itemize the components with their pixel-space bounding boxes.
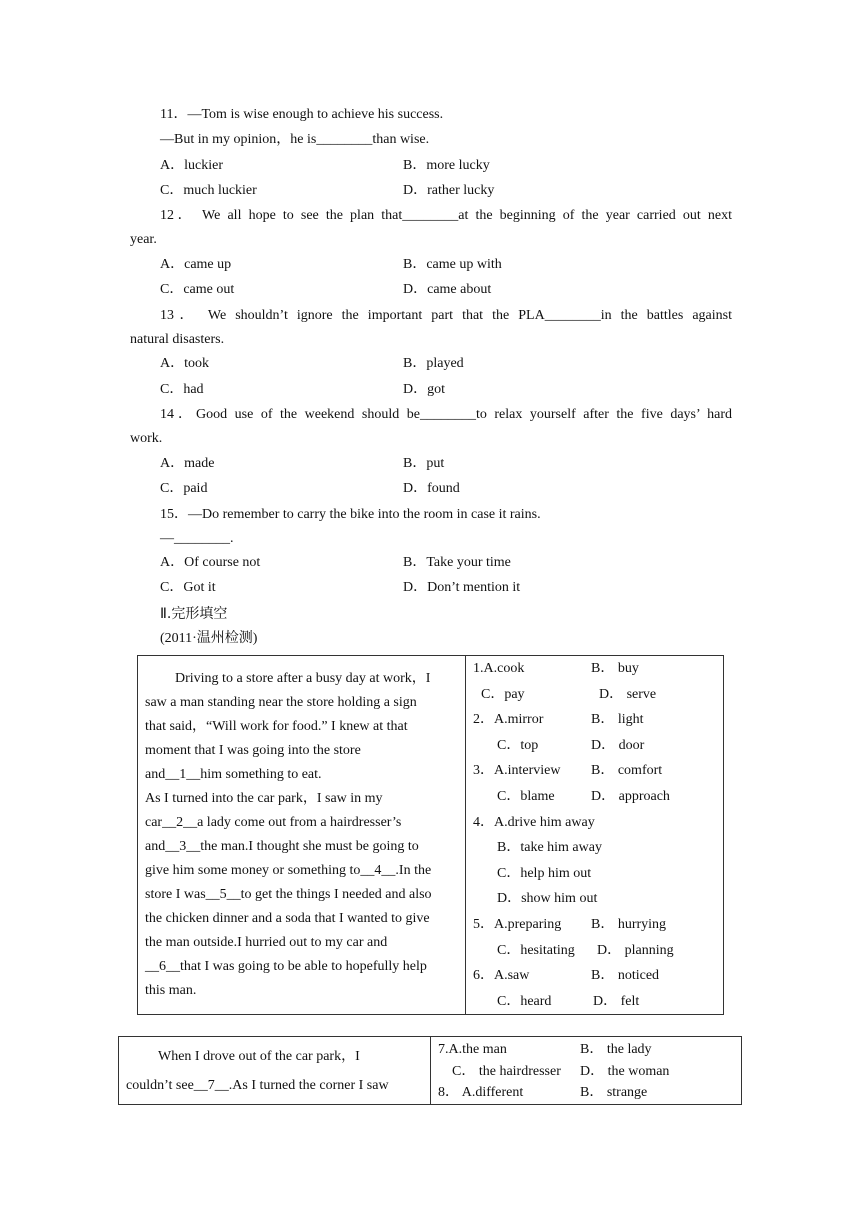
option-right: D． felt (593, 993, 640, 1009)
passage-line: the chicken dinner and a soda that I wanted to give (145, 911, 430, 926)
question-12-stem (130, 207, 732, 249)
question-12-stem-line-2: year. (130, 232, 157, 247)
option-left: 6．A.saw (473, 968, 530, 984)
section-title: Ⅱ.完形填空 (160, 606, 228, 622)
passage-line: saw a man standing near the store holding a sign (145, 695, 417, 710)
question-15-stem-line-2: —________. (160, 531, 234, 546)
option-row (473, 784, 723, 810)
passage-line: and__3__the man.I thought she must be going to (145, 839, 419, 854)
question-15-option-d: D．Don’t mention it (403, 580, 521, 595)
option-right: B． strange (580, 1085, 648, 1100)
question-12-option-d: D．came about (403, 282, 492, 297)
option-row (473, 861, 723, 887)
option-left: 3．A.interview (473, 763, 561, 779)
option-right: D． serve (599, 686, 657, 702)
question-15-option-a: A．Of course not (160, 555, 261, 570)
option-right: B． buy (591, 661, 639, 676)
option-left: C．help him out (497, 865, 592, 881)
section-source: (2011·温州检测) (160, 631, 258, 646)
question-13-stem-line-2: natural disasters. (130, 332, 225, 347)
option-left: C．heard (497, 993, 552, 1009)
question-14-stem-line-2: work. (130, 431, 163, 446)
option-row (438, 1061, 741, 1083)
option-row (473, 707, 723, 733)
passage-line: car__2__a lady come out from a hairdresser’s (145, 815, 402, 830)
option-left: 7.A.the man (438, 1042, 507, 1057)
passage-line: As I turned into the car park，I saw in my (145, 791, 383, 806)
option-row (473, 989, 723, 1015)
option-left: C． the hairdresser (452, 1063, 561, 1079)
option-left: 1.A.cook (473, 661, 525, 676)
question-14-stem-line-1: 14．Good use of the weekend should be________to relax yourself after the five days’ hard (160, 407, 732, 422)
option-row (473, 963, 723, 989)
question-11-option-a: A．luckier (160, 158, 223, 173)
cloze-options-cell-2 (431, 1037, 742, 1105)
option-left: C．blame (497, 788, 555, 804)
question-14-option-d: D．found (403, 481, 460, 496)
question-15-option-b: B．Take your time (403, 555, 511, 570)
passage-line: Driving to a store after a busy day at work，I (175, 671, 431, 686)
question-14-option-c: C．paid (160, 481, 208, 496)
option-row (473, 938, 723, 964)
passage-line: moment that I was going into the store (145, 743, 361, 758)
cloze-options-cell (466, 656, 724, 1015)
option-right: B． light (591, 712, 644, 728)
passage-line: __6__that I was going to be able to hopefully help (145, 959, 427, 974)
option-right: D． the woman (580, 1063, 670, 1079)
question-13-option-a: A．took (160, 356, 209, 371)
question-12-option-c: C．came out (160, 282, 235, 297)
option-row (473, 682, 723, 708)
option-row (473, 758, 723, 784)
option-row (473, 886, 723, 912)
passage-line: couldn’t see__7__.As I turned the corner I saw (126, 1078, 389, 1093)
passage-line: store I was__5__to get the things I needed and also (145, 887, 432, 902)
question-15-stem-line-1: 15．—Do remember to carry the bike into the room in case it rains. (160, 507, 541, 522)
cloze-table-1 (137, 655, 724, 1015)
option-row (438, 1082, 741, 1104)
option-row (473, 835, 723, 861)
cloze-passage-cell-2 (119, 1037, 431, 1105)
passage-line: and__1__him something to eat. (145, 767, 322, 782)
option-right: D． planning (597, 942, 674, 958)
option-row (473, 656, 723, 682)
question-12-option-b: B．came up with (403, 257, 502, 272)
option-row (438, 1039, 741, 1061)
option-left: 4．A.drive him away (473, 814, 595, 830)
cloze-options (466, 656, 723, 1014)
option-left: B．take him away (497, 840, 602, 856)
passage-line: When I drove out of the car park，I (158, 1049, 360, 1064)
option-row (473, 912, 723, 938)
option-left: C．top (497, 737, 539, 753)
question-13-option-c: C．had (160, 382, 204, 397)
option-left: D．show him out (497, 891, 598, 907)
question-11-option-c: C．much luckier (160, 183, 257, 198)
option-row (473, 810, 723, 836)
question-11-option-d: D．rather lucky (403, 183, 495, 198)
option-right: D． approach (591, 788, 670, 804)
cloze-table-2 (118, 1036, 742, 1105)
option-left: C．pay (481, 686, 525, 702)
option-left: C．hesitating (497, 942, 575, 958)
question-13-option-d: D．got (403, 382, 445, 397)
question-15-option-c: C．Got it (160, 580, 216, 595)
option-right: D． door (591, 737, 645, 753)
passage-line: give him some money or something to__4__.In the (145, 863, 432, 878)
cloze-passage-2 (119, 1037, 430, 1100)
question-14-option-a: A．made (160, 456, 215, 471)
question-12-option-a: A．came up (160, 257, 232, 272)
question-14-option-b: B．put (403, 456, 445, 471)
option-right: B． noticed (591, 968, 660, 984)
option-left: 5．A.preparing (473, 916, 562, 932)
option-right: B． hurrying (591, 916, 667, 932)
option-left: 8． A.different (438, 1085, 524, 1100)
question-12-stem-line-1: 12． We all hope to see the plan that________at the beginning of the year carried out next (160, 208, 732, 223)
question-11-stem-line-2: —But in my opinion，he is________than wise. (160, 132, 430, 147)
cloze-options-2 (431, 1037, 741, 1104)
passage-line: the man outside.I hurried out to my car and (145, 935, 388, 950)
cloze-passage (138, 656, 465, 1009)
option-right: B． comfort (591, 763, 663, 779)
cloze-passage-cell (138, 656, 466, 1015)
question-13-stem (130, 307, 732, 349)
question-11-stem-line-1: 11．—Tom is wise enough to achieve his success. (160, 107, 444, 122)
passage-line: that said，“Will work for food.” I knew at that (145, 719, 408, 734)
question-13-option-b: B．played (403, 356, 464, 371)
passage-line: this man. (145, 983, 197, 998)
option-right: B． the lady (580, 1042, 652, 1057)
question-11-option-b: B．more lucky (403, 158, 490, 173)
option-left: 2．A.mirror (473, 712, 544, 728)
question-14-stem (130, 406, 732, 448)
question-13-stem-line-1: 13． We shouldn’t ignore the important part that the PLA________in the battles against (160, 308, 732, 323)
option-row (473, 733, 723, 759)
